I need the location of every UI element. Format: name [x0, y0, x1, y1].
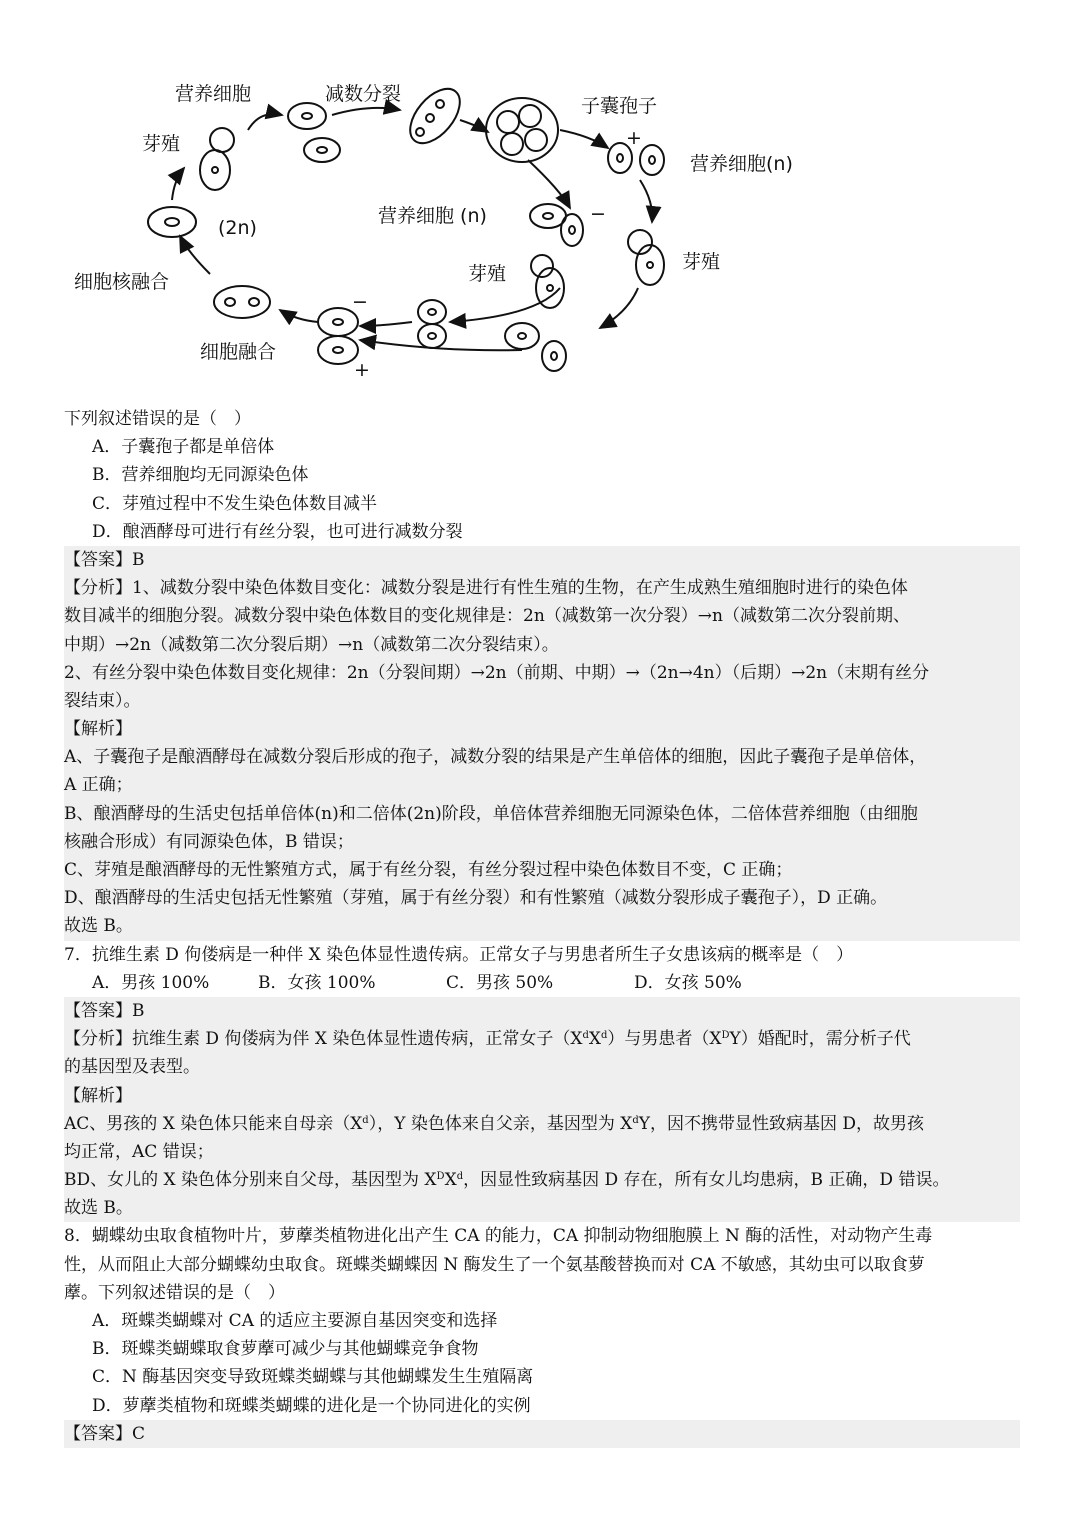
label-budding-right: 芽殖 — [682, 251, 721, 273]
label-ascospore: 子囊孢子 — [581, 95, 658, 117]
q8-option-c: C．N 酶基因突变导致斑蝶类蝴蝶与其他蝴蝶发生生殖隔离 — [92, 1367, 534, 1388]
q6-analysis-line: 数目减半的细胞分裂。减数分裂中染色体数目的变化规律是：2n（减数第一次分裂）→n（减数第二次分裂前期、 — [64, 606, 910, 627]
q7-answer: 【答案】B — [64, 1000, 145, 1021]
arrow-bud-to-vegetative — [248, 114, 282, 130]
arrow-meiosis-to-ascus — [460, 120, 488, 132]
q7-option-b: B．女孩 100% — [258, 972, 376, 993]
q7-conclusion: 故选 B。 — [64, 1198, 133, 1219]
arrow-fusion-to-zygote — [280, 310, 318, 322]
q6-explanation-line: C、芽殖是酿酒酵母的无性繁殖方式，属于有丝分裂，有丝分裂过程中染色体数目不变，C 正确； — [64, 860, 793, 880]
q7-options — [64, 969, 1020, 997]
arrow-ascus-to-haploids-right — [560, 130, 608, 148]
q8-stem-line: 8．蝴蝶幼虫取食植物叶片，萝藦类植物进化出产生 CA 的能力，CA 抑制动物细胞膜上 N 酶的活性，对动物产生毒 — [64, 1226, 933, 1247]
q7-option-d: D．女孩 50% — [634, 972, 742, 993]
q6-explanation-header: 【解析】 — [64, 719, 132, 740]
label-budding-left: 芽殖 — [142, 133, 181, 155]
q7-explanation-line: AC、男孩的 X 染色体只能来自母亲$(X^d)$，Y 染色体来自父亲，基因型为 $X^dY$，因不携带显性致病基因 D，故男孩 — [64, 1113, 925, 1134]
q6-option-a: A．子囊孢子都是单倍体 — [92, 437, 275, 458]
q6-option-b: B．营养细胞均无同源染色体 — [92, 465, 309, 486]
q6-explanation-line: D、酿酒酵母的生活史包括无性繁殖（芽殖，属于有丝分裂）和有性繁殖（减数分裂形成子囊孢子），D 正确。 — [64, 888, 888, 909]
q7-option-c: C．男孩 50% — [446, 972, 554, 993]
q6-answer: 【答案】B — [64, 549, 145, 570]
label-nuclear-fusion: 细胞核融合 — [74, 271, 170, 293]
q6-solution-block — [64, 546, 1020, 941]
label-vegetative-cell: 营养细胞 — [175, 83, 252, 105]
arrow-vegetative-to-meiosis — [332, 108, 400, 115]
q8-solution-block — [64, 1420, 1020, 1448]
q6-analysis-line: 2、有丝分裂中染色体数目变化规律：2n（分裂间期）→2n（前期、中期）→（2n→4n）（后期）→2n（末期有丝分 — [64, 662, 930, 683]
q6-explanation-line: A 正确； — [64, 775, 133, 796]
q6-stem: 下列叙述错误的是（ ） — [64, 409, 251, 429]
yeast-life-cycle-diagram — [60, 60, 820, 390]
q6-explanation-line: A、子囊孢子是酿酒酵母在减数分裂后形成的孢子，减数分裂的结果是产生单倍体的细胞，因此子囊孢子是单倍体， — [64, 747, 927, 768]
label-minus-fusion: − — [352, 291, 368, 313]
label-cell-fusion: 细胞融合 — [200, 341, 277, 363]
q7-stem: 7．抗维生素 D 佝偻病是一种伴 X 染色体显性遗传病。正常女子与男患者所生子女患该病的概率是（ ） — [64, 944, 854, 965]
q6-explanation-line: B、酿酒酵母的生活史包括单倍体(n)和二倍体(2n)阶段，单倍体营养细胞无同源染色体，二倍体营养细胞（由细胞 — [64, 803, 918, 824]
label-vegetative-cell-n-right: 营养细胞(n) — [690, 153, 793, 175]
label-vegetative-cell-n-inner: 营养细胞 (n) — [378, 205, 487, 227]
q7-explanation-header: 【解析】 — [64, 1085, 132, 1106]
q8-option-d: D．萝藦类植物和斑蝶类蝴蝶的进化是一个协同进化的实例 — [92, 1395, 531, 1416]
q8-option-a: A．斑蝶类蝴蝶对 CA 的适应主要源自基因突变和选择 — [92, 1311, 498, 1331]
label-budding-inner: 芽殖 — [468, 263, 507, 285]
question-text — [64, 405, 1020, 1448]
q8-option-b: B．斑蝶类蝴蝶取食萝藦可减少与其他蝴蝶竞争食物 — [92, 1339, 479, 1360]
q7-explanation-line: BD、女儿的 X 染色体分别来自父母，基因型为 $X^DX^d$，因显性致病基因 D 存在，所有女儿均患病，B 正确，D 错误。 — [64, 1170, 950, 1191]
label-meiosis: 减数分裂 — [325, 83, 402, 105]
label-minus-inner: − — [590, 203, 606, 225]
arrow-ascus-to-inner-haploids — [528, 160, 570, 208]
q6-analysis-line: 【分析】1、减数分裂中染色体数目变化：减数分裂是进行有性生殖的生物，在产生成熟生殖细胞时进行的染色体 — [64, 578, 908, 599]
label-plus-ascus: + — [626, 127, 642, 149]
q7-analysis-line: 的基因型及表型。 — [64, 1057, 200, 1078]
q8-stem-line: 性，从而阻止大部分蝴蝶幼虫取食。斑蝶类蝴蝶因 N 酶发生了一个氨基酸替换而对 CA 不敏感，其幼虫可以取食萝 — [64, 1254, 925, 1275]
arrow-inner-to-fusion — [360, 322, 412, 326]
q7-option-a: A．男孩 100% — [92, 972, 210, 993]
label-diploid: (2n) — [218, 217, 257, 239]
q6-option-c: C．芽殖过程中不发生染色体数目减半 — [92, 493, 378, 514]
q6-explanation-line: 故选 B。 — [64, 916, 133, 937]
q7-analysis-line: 【分析】抗维生素 D 佝偻病为伴 X 染色体显性遗传病，正常女子$(X^dX^d)$与男患者$(X^DY)$婚配时，需分析子代 — [64, 1029, 911, 1050]
q8-answer: 【答案】C — [64, 1423, 146, 1444]
arrow-right-bud-down — [600, 288, 638, 328]
q8-stem-line: 藦。下列叙述错误的是（ ） — [64, 1282, 285, 1303]
label-plus-fusion: + — [354, 359, 370, 381]
q6-analysis-line: 中期）→2n（减数第二次分裂后期）→n（减数第二次分裂结束）。 — [64, 634, 559, 655]
q6-option-d: D．酿酒酵母可进行有丝分裂，也可进行减数分裂 — [92, 521, 463, 542]
q6-explanation-line: 核融合形成）有同源染色体，B 错误； — [64, 831, 354, 852]
q6-analysis-line: 裂结束）。 — [64, 690, 141, 711]
arrow-zygote-to-diploid — [180, 236, 210, 274]
q7-solution-block — [64, 997, 1020, 1223]
q7-explanation-line: 均正常，AC 错误； — [64, 1141, 214, 1162]
arrow-right-to-budding — [640, 180, 652, 222]
arrow-diploid-to-bud — [172, 168, 184, 200]
